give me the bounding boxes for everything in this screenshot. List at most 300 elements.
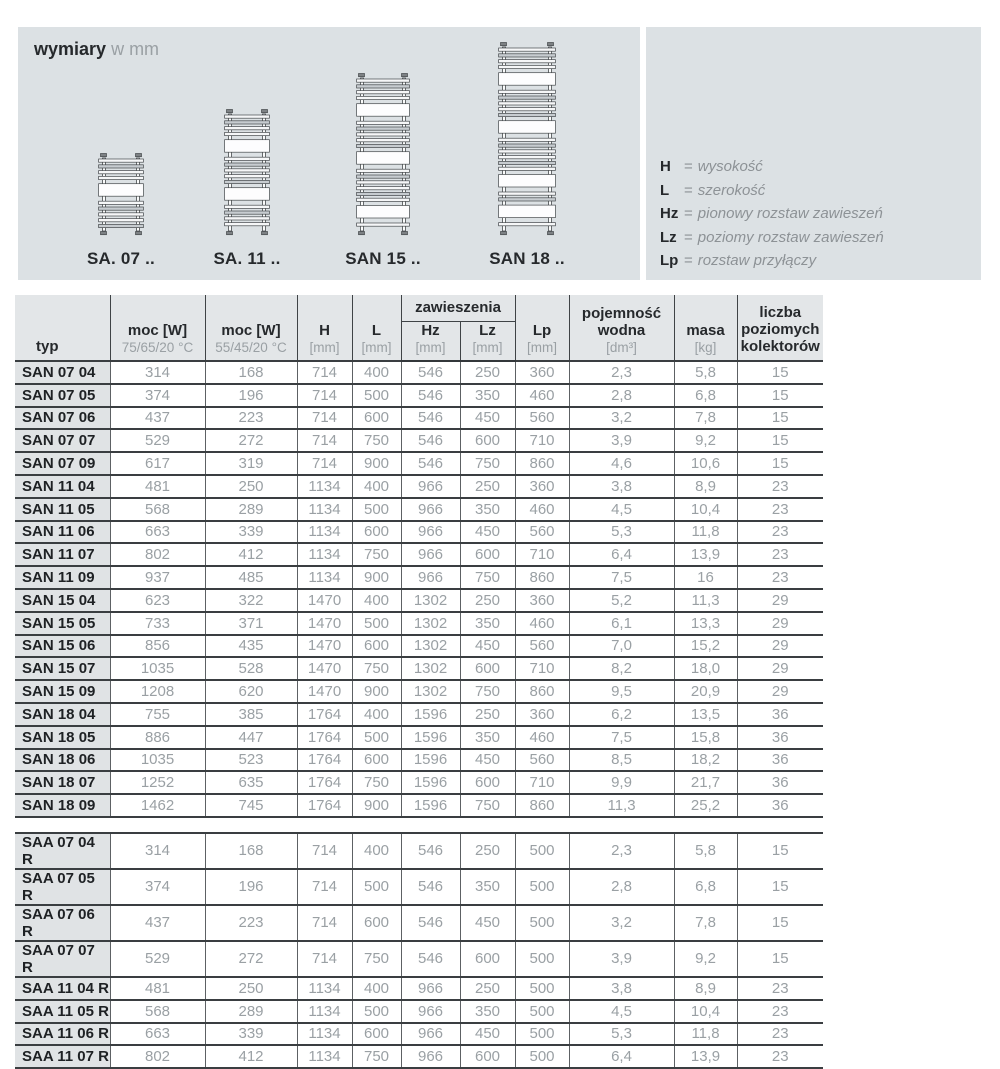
col-header-masa: masa [kg]	[674, 295, 737, 361]
type-cell: SAN 07 04	[15, 361, 110, 384]
data-cell: 168	[205, 833, 297, 869]
radiator-icon	[498, 42, 556, 236]
data-cell: 272	[205, 429, 297, 452]
data-cell: 7,5	[569, 566, 674, 589]
data-cell: 966	[401, 543, 460, 566]
radiator-icon	[224, 109, 270, 236]
table-row	[15, 1000, 823, 1023]
data-cell: 25,2	[674, 794, 737, 817]
saa-rows	[15, 833, 823, 1068]
data-cell: 10,4	[674, 1000, 737, 1023]
data-cell: 250	[460, 475, 515, 498]
saa-table	[15, 832, 823, 1069]
data-cell: 600	[352, 407, 401, 430]
data-cell: 412	[205, 543, 297, 566]
data-cell: 5,8	[674, 361, 737, 384]
data-cell: 385	[205, 703, 297, 726]
data-cell: 4,5	[569, 1000, 674, 1023]
data-cell: 600	[352, 905, 401, 941]
data-cell: 1252	[110, 771, 205, 794]
data-cell: 6,4	[569, 1045, 674, 1068]
data-cell: 710	[515, 543, 569, 566]
data-cell: 250	[460, 977, 515, 1000]
data-cell: 450	[460, 407, 515, 430]
data-cell: 600	[352, 1023, 401, 1046]
data-cell: 6,2	[569, 703, 674, 726]
data-cell: 600	[352, 635, 401, 658]
data-cell: 1134	[297, 1023, 352, 1046]
data-cell: 485	[205, 566, 297, 589]
data-cell: 2,8	[569, 384, 674, 407]
col-header-hz: Hz [mm]	[401, 322, 460, 362]
data-cell: 339	[205, 1023, 297, 1046]
data-cell: 350	[460, 612, 515, 635]
data-cell: 900	[352, 452, 401, 475]
type-cell: SAN 11 07	[15, 543, 110, 566]
data-cell: 663	[110, 521, 205, 544]
data-cell: 15	[737, 429, 823, 452]
legend-description: pionowy rozstaw zawieszeń	[697, 205, 883, 222]
col-header-moc-75: moc [W] 75/65/20 °C	[110, 295, 205, 361]
table-row	[15, 361, 823, 384]
data-cell: 13,9	[674, 1045, 737, 1068]
data-cell: 450	[460, 1023, 515, 1046]
data-cell: 15	[737, 452, 823, 475]
data-cell: 1302	[401, 612, 460, 635]
data-cell: 29	[737, 589, 823, 612]
legend-description: wysokość	[697, 158, 763, 175]
data-cell: 860	[515, 794, 569, 817]
type-cell: SAN 15 07	[15, 657, 110, 680]
data-cell: 18,0	[674, 657, 737, 680]
data-cell: 11,8	[674, 521, 737, 544]
data-cell: 966	[401, 1045, 460, 1068]
data-cell: 18,2	[674, 749, 737, 772]
data-cell: 319	[205, 452, 297, 475]
legend-item	[660, 155, 884, 179]
data-cell: 250	[460, 703, 515, 726]
data-cell: 350	[460, 1000, 515, 1023]
data-cell: 2,3	[569, 361, 674, 384]
data-cell: 528	[205, 657, 297, 680]
legend-description: szerokość	[697, 181, 766, 199]
data-cell: 7,5	[569, 726, 674, 749]
data-cell: 4,6	[569, 452, 674, 475]
figure-label: SAN 15 ..	[345, 249, 421, 268]
data-cell: 8,9	[674, 977, 737, 1000]
data-cell: 568	[110, 1000, 205, 1023]
data-cell: 289	[205, 498, 297, 521]
data-cell: 714	[297, 869, 352, 905]
data-cell: 1302	[401, 635, 460, 658]
data-cell: 350	[460, 726, 515, 749]
table-row	[15, 726, 823, 749]
data-cell: 1302	[401, 680, 460, 703]
data-cell: 546	[401, 905, 460, 941]
table-row	[15, 566, 823, 589]
data-cell: 360	[515, 475, 569, 498]
data-cell: 1764	[297, 726, 352, 749]
table-row	[15, 1045, 823, 1068]
data-cell: 500	[352, 869, 401, 905]
data-cell: 600	[460, 429, 515, 452]
table-row	[15, 407, 823, 430]
data-cell: 714	[297, 941, 352, 977]
data-cell: 5,8	[674, 833, 737, 869]
data-cell: 447	[205, 726, 297, 749]
legend-key: Hz	[660, 205, 679, 222]
data-cell: 966	[401, 475, 460, 498]
data-cell: 15	[737, 869, 823, 905]
data-cell: 745	[205, 794, 297, 817]
data-cell: 36	[737, 703, 823, 726]
data-cell: 400	[352, 475, 401, 498]
data-cell: 11,3	[674, 589, 737, 612]
data-cell: 450	[460, 521, 515, 544]
data-cell: 714	[297, 361, 352, 384]
data-cell: 15,2	[674, 635, 737, 658]
data-cell: 11,8	[674, 1023, 737, 1046]
data-cell: 9,2	[674, 429, 737, 452]
data-cell: 966	[401, 1000, 460, 1023]
data-cell: 1596	[401, 749, 460, 772]
data-cell: 196	[205, 869, 297, 905]
type-cell: SAN 18 09	[15, 794, 110, 817]
legend-equals: =	[684, 228, 693, 246]
data-cell: 15	[737, 833, 823, 869]
table-row	[15, 635, 823, 658]
data-cell: 400	[352, 361, 401, 384]
col-header-typ: typ	[15, 295, 110, 361]
data-cell: 714	[297, 384, 352, 407]
data-cell: 7,0	[569, 635, 674, 658]
data-cell: 250	[205, 475, 297, 498]
data-cell: 250	[460, 833, 515, 869]
data-cell: 620	[205, 680, 297, 703]
data-cell: 733	[110, 612, 205, 635]
type-cell: SAN 11 09	[15, 566, 110, 589]
table-row	[15, 771, 823, 794]
table-row	[15, 498, 823, 521]
col-header-lz: Lz [mm]	[460, 322, 515, 362]
data-cell: 560	[515, 521, 569, 544]
col-header-l: L [mm]	[352, 295, 401, 361]
data-cell: 314	[110, 833, 205, 869]
data-cell: 529	[110, 429, 205, 452]
data-cell: 750	[352, 771, 401, 794]
data-cell: 23	[737, 543, 823, 566]
table-row	[15, 384, 823, 407]
data-cell: 900	[352, 680, 401, 703]
data-cell: 460	[515, 498, 569, 521]
type-cell: SAN 07 09	[15, 452, 110, 475]
data-cell: 1302	[401, 589, 460, 612]
dimensions-panel	[18, 27, 640, 280]
data-cell: 360	[515, 361, 569, 384]
data-cell: 546	[401, 361, 460, 384]
data-cell: 360	[515, 703, 569, 726]
legend-description: rozstaw przyłączy	[697, 252, 817, 269]
legend-key: H	[660, 158, 671, 175]
figure-label: SA. 11 ..	[213, 249, 281, 268]
table-row	[15, 452, 823, 475]
data-cell: 523	[205, 749, 297, 772]
data-cell: 1470	[297, 612, 352, 635]
data-cell: 663	[110, 1023, 205, 1046]
data-cell: 546	[401, 384, 460, 407]
data-cell: 600	[460, 1045, 515, 1068]
data-cell: 20,9	[674, 680, 737, 703]
data-cell: 966	[401, 977, 460, 1000]
data-cell: 23	[737, 475, 823, 498]
data-cell: 10,4	[674, 498, 737, 521]
data-cell: 886	[110, 726, 205, 749]
col-header-h: H [mm]	[297, 295, 352, 361]
data-cell: 750	[352, 941, 401, 977]
data-cell: 437	[110, 905, 205, 941]
data-cell: 13,5	[674, 703, 737, 726]
data-cell: 460	[515, 384, 569, 407]
data-cell: 6,8	[674, 869, 737, 905]
data-cell: 500	[515, 977, 569, 1000]
type-cell: SAN 18 05	[15, 726, 110, 749]
data-cell: 23	[737, 498, 823, 521]
data-cell: 460	[515, 612, 569, 635]
data-cell: 450	[460, 905, 515, 941]
data-cell: 16	[674, 566, 737, 589]
data-cell: 450	[460, 635, 515, 658]
data-cell: 529	[110, 941, 205, 977]
table-row	[15, 749, 823, 772]
data-cell: 322	[205, 589, 297, 612]
data-cell: 560	[515, 407, 569, 430]
table-row	[15, 703, 823, 726]
data-cell: 374	[110, 384, 205, 407]
data-cell: 1134	[297, 566, 352, 589]
data-cell: 568	[110, 498, 205, 521]
data-cell: 29	[737, 612, 823, 635]
data-cell: 481	[110, 475, 205, 498]
data-cell: 635	[205, 771, 297, 794]
data-cell: 500	[515, 941, 569, 977]
data-cell: 1134	[297, 1000, 352, 1023]
data-cell: 23	[737, 1023, 823, 1046]
data-cell: 15	[737, 905, 823, 941]
data-cell: 36	[737, 771, 823, 794]
data-cell: 250	[205, 977, 297, 1000]
panel-title	[34, 39, 159, 60]
data-cell: 400	[352, 833, 401, 869]
data-cell: 1208	[110, 680, 205, 703]
data-cell: 272	[205, 941, 297, 977]
type-cell: SAN 07 07	[15, 429, 110, 452]
data-cell: 7,8	[674, 905, 737, 941]
data-cell: 860	[515, 566, 569, 589]
data-cell: 5,3	[569, 1023, 674, 1046]
table-row	[15, 429, 823, 452]
type-cell: SAN 15 06	[15, 635, 110, 658]
legend-equals: =	[684, 158, 693, 175]
data-cell: 750	[460, 680, 515, 703]
data-cell: 10,6	[674, 452, 737, 475]
data-cell: 13,3	[674, 612, 737, 635]
data-cell: 1134	[297, 977, 352, 1000]
radiator-figure	[87, 153, 155, 268]
type-cell: SAA 07 05 R	[15, 869, 110, 905]
data-cell: 15	[737, 941, 823, 977]
data-cell: 856	[110, 635, 205, 658]
data-cell: 560	[515, 749, 569, 772]
data-cell: 966	[401, 498, 460, 521]
data-cell: 3,8	[569, 977, 674, 1000]
data-cell: 546	[401, 452, 460, 475]
legend-equals: =	[684, 181, 693, 199]
data-cell: 966	[401, 566, 460, 589]
type-cell: SAA 07 04 R	[15, 833, 110, 869]
data-cell: 710	[515, 771, 569, 794]
data-cell: 900	[352, 794, 401, 817]
data-cell: 1764	[297, 749, 352, 772]
data-cell: 1596	[401, 794, 460, 817]
data-cell: 250	[460, 589, 515, 612]
radiator-icon	[356, 73, 410, 236]
data-cell: 714	[297, 429, 352, 452]
data-cell: 481	[110, 977, 205, 1000]
table-header	[15, 295, 823, 361]
data-cell: 36	[737, 794, 823, 817]
data-cell: 1596	[401, 771, 460, 794]
table-row	[15, 905, 823, 941]
data-cell: 546	[401, 941, 460, 977]
data-cell: 1470	[297, 635, 352, 658]
data-cell: 755	[110, 703, 205, 726]
legend-item	[660, 226, 884, 250]
type-cell: SAN 11 05	[15, 498, 110, 521]
type-cell: SAN 15 09	[15, 680, 110, 703]
data-cell: 1302	[401, 657, 460, 680]
data-cell: 9,9	[569, 771, 674, 794]
data-cell: 600	[352, 521, 401, 544]
data-cell: 360	[515, 589, 569, 612]
data-cell: 8,5	[569, 749, 674, 772]
data-cell: 802	[110, 543, 205, 566]
data-cell: 23	[737, 566, 823, 589]
type-cell: SAN 15 04	[15, 589, 110, 612]
data-cell: 1764	[297, 703, 352, 726]
data-cell: 23	[737, 977, 823, 1000]
data-cell: 1596	[401, 703, 460, 726]
data-cell: 500	[352, 498, 401, 521]
data-cell: 1134	[297, 1045, 352, 1068]
data-cell: 600	[460, 771, 515, 794]
data-cell: 36	[737, 749, 823, 772]
table-row	[15, 794, 823, 817]
table-row	[15, 521, 823, 544]
data-cell: 617	[110, 452, 205, 475]
data-cell: 450	[460, 749, 515, 772]
table-row	[15, 977, 823, 1000]
data-cell: 3,2	[569, 407, 674, 430]
data-cell: 750	[460, 566, 515, 589]
data-cell: 500	[352, 726, 401, 749]
data-cell: 900	[352, 566, 401, 589]
table-row	[15, 833, 823, 869]
data-cell: 3,2	[569, 905, 674, 941]
data-cell: 223	[205, 407, 297, 430]
col-header-lp: Lp [mm]	[515, 295, 569, 361]
data-cell: 560	[515, 635, 569, 658]
data-cell: 860	[515, 680, 569, 703]
data-cell: 623	[110, 589, 205, 612]
data-cell: 437	[110, 407, 205, 430]
data-cell: 435	[205, 635, 297, 658]
type-cell: SAN 18 06	[15, 749, 110, 772]
data-cell: 1035	[110, 749, 205, 772]
data-cell: 23	[737, 521, 823, 544]
data-cell: 750	[352, 543, 401, 566]
data-cell: 350	[460, 384, 515, 407]
type-cell: SAA 11 04 R	[15, 977, 110, 1000]
data-cell: 3,9	[569, 429, 674, 452]
data-cell: 966	[401, 521, 460, 544]
spec-tables	[15, 295, 823, 1069]
data-cell: 350	[460, 498, 515, 521]
data-cell: 500	[515, 1045, 569, 1068]
data-cell: 29	[737, 635, 823, 658]
data-cell: 750	[352, 429, 401, 452]
radiator-figure	[213, 109, 281, 268]
data-cell: 1134	[297, 543, 352, 566]
col-header-liczba: liczba poziomych kolektorów	[737, 295, 823, 361]
legend-key: L	[660, 181, 670, 199]
data-cell: 500	[352, 384, 401, 407]
figure-label: SAN 18 ..	[489, 249, 565, 268]
data-cell: 1134	[297, 498, 352, 521]
data-cell: 802	[110, 1045, 205, 1068]
data-cell: 223	[205, 905, 297, 941]
data-cell: 1035	[110, 657, 205, 680]
data-cell: 714	[297, 905, 352, 941]
data-cell: 500	[515, 905, 569, 941]
data-cell: 8,9	[674, 475, 737, 498]
data-cell: 500	[515, 869, 569, 905]
data-cell: 750	[352, 657, 401, 680]
table-row	[15, 612, 823, 635]
data-cell: 714	[297, 407, 352, 430]
data-cell: 600	[460, 941, 515, 977]
data-cell: 1764	[297, 794, 352, 817]
table-row	[15, 680, 823, 703]
legend-key: Lz	[660, 228, 677, 246]
data-cell: 15,8	[674, 726, 737, 749]
type-cell: SAA 11 06 R	[15, 1023, 110, 1046]
data-cell: 750	[460, 794, 515, 817]
san-table	[15, 295, 823, 818]
data-cell: 750	[352, 1045, 401, 1068]
legend-description: poziomy rozstaw zawieszeń	[697, 228, 884, 246]
legend-equals: =	[684, 252, 693, 269]
data-cell: 13,9	[674, 543, 737, 566]
radiator-figure	[489, 42, 565, 268]
data-cell: 314	[110, 361, 205, 384]
type-cell: SAN 15 05	[15, 612, 110, 635]
data-cell: 714	[297, 452, 352, 475]
data-cell: 460	[515, 726, 569, 749]
data-cell: 860	[515, 452, 569, 475]
type-cell: SAA 11 07 R	[15, 1045, 110, 1068]
table-row	[15, 941, 823, 977]
data-cell: 710	[515, 657, 569, 680]
